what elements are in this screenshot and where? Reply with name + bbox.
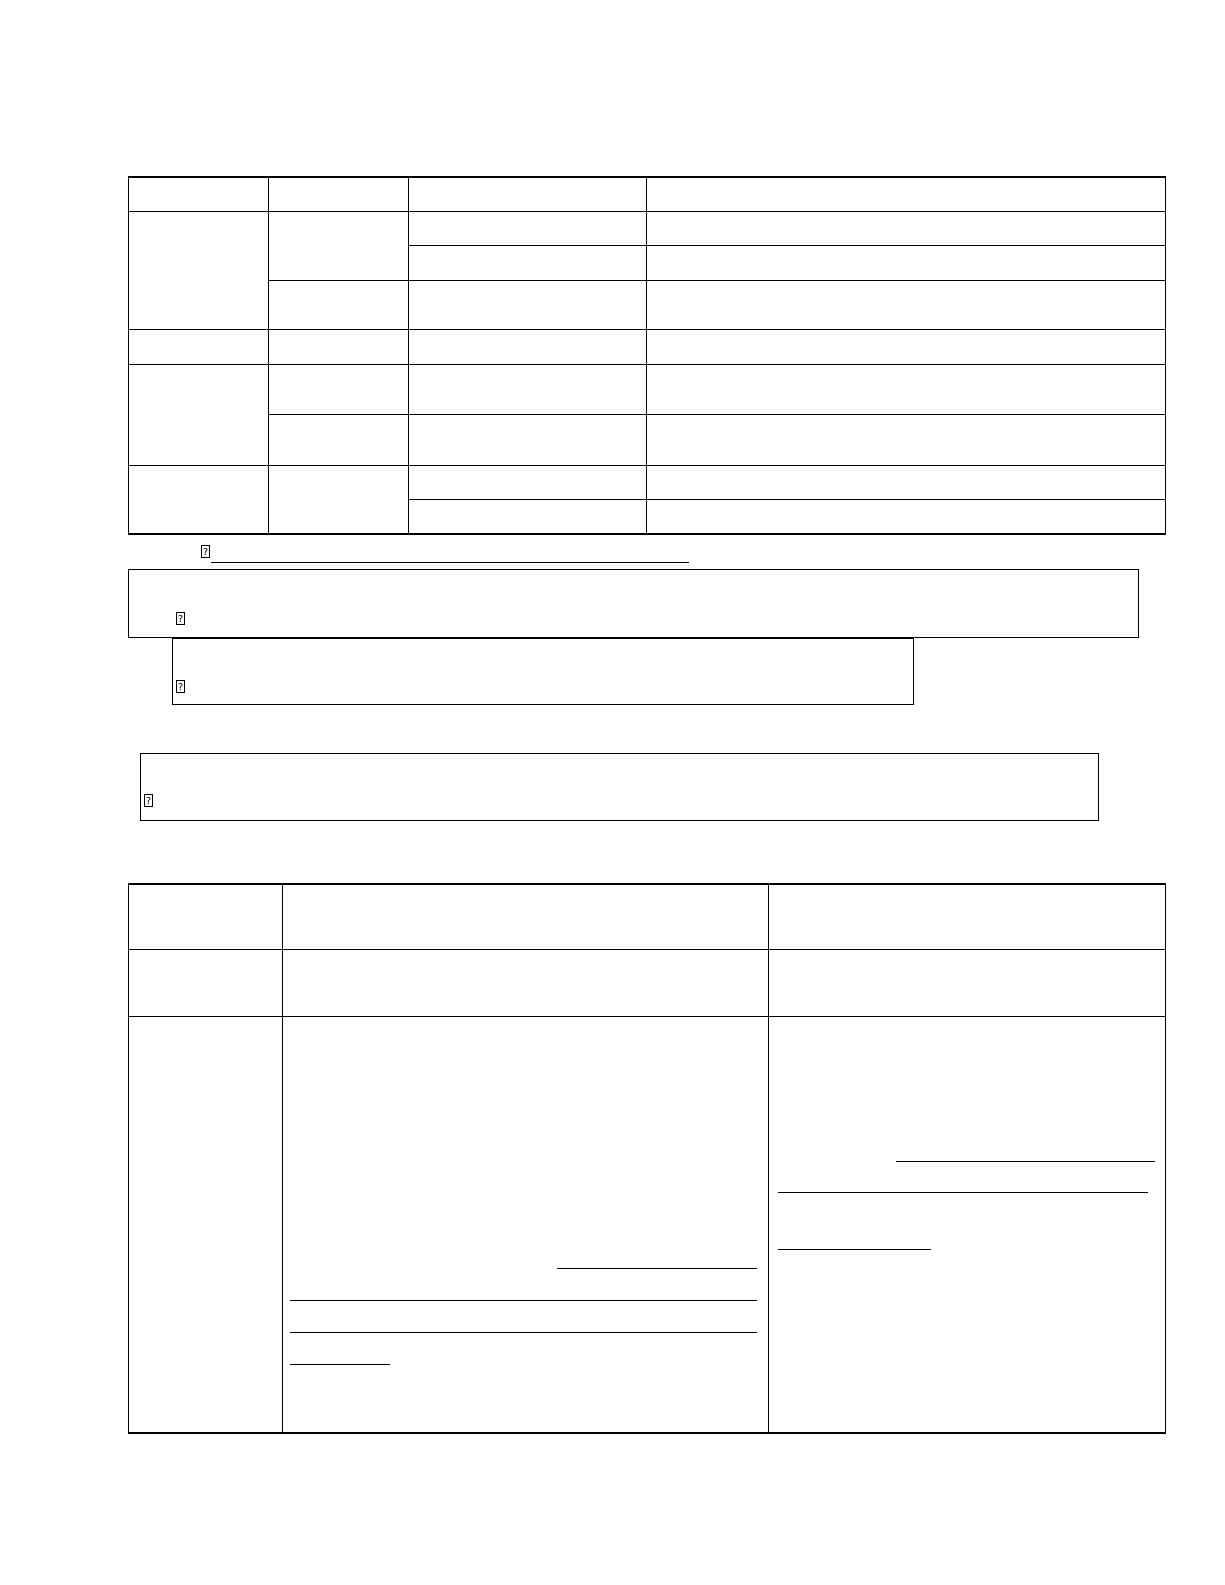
- missing-glyph-icon: ?: [177, 614, 184, 625]
- upper-table-row-rule: [268, 414, 1166, 415]
- upper-table-column-rule: [408, 176, 409, 534]
- lower-table-row-rule: [128, 1016, 1166, 1017]
- fill-in-underline: [557, 1268, 757, 1269]
- upper-table-column-rule: [1165, 176, 1166, 534]
- lower-table-row-rule: [128, 949, 1166, 950]
- note-box-1: [128, 569, 1139, 638]
- lower-table-column-rule: [768, 883, 769, 1434]
- missing-glyph-icon: ?: [202, 547, 209, 558]
- caption-underline: [211, 562, 689, 563]
- lower-table-border-top: [128, 883, 1166, 885]
- lower-table-column-rule: [1165, 883, 1166, 1434]
- upper-table-row-rule: [128, 211, 1166, 212]
- note-box-2: [172, 638, 914, 705]
- fill-in-underline: [290, 1364, 390, 1365]
- upper-table-row-rule: [268, 280, 1166, 281]
- lower-table-column-rule: [282, 883, 283, 1434]
- lower-table-column-rule: [128, 883, 129, 1434]
- note-box-3: [140, 753, 1099, 821]
- upper-table-row-rule: [408, 245, 1166, 246]
- fill-in-underline: [290, 1300, 757, 1301]
- missing-glyph-icon: ?: [145, 796, 152, 807]
- missing-glyph-icon: ?: [177, 682, 184, 693]
- upper-table-column-rule: [268, 176, 269, 534]
- upper-table-row-rule: [128, 364, 1166, 365]
- upper-table-column-rule: [646, 176, 647, 534]
- upper-table-row-rule: [128, 329, 1166, 330]
- upper-table-row-rule: [128, 465, 1166, 466]
- upper-table-border-bottom: [128, 533, 1166, 535]
- fill-in-underline: [290, 1332, 757, 1333]
- upper-table-border-top: [128, 176, 1166, 178]
- fill-in-underline: [778, 1192, 1148, 1193]
- fill-in-underline: [896, 1161, 1155, 1162]
- lower-table-border-bottom: [128, 1432, 1166, 1434]
- fill-in-underline: [778, 1249, 931, 1250]
- upper-table-row-rule: [408, 499, 1166, 500]
- upper-table-column-rule: [128, 176, 129, 534]
